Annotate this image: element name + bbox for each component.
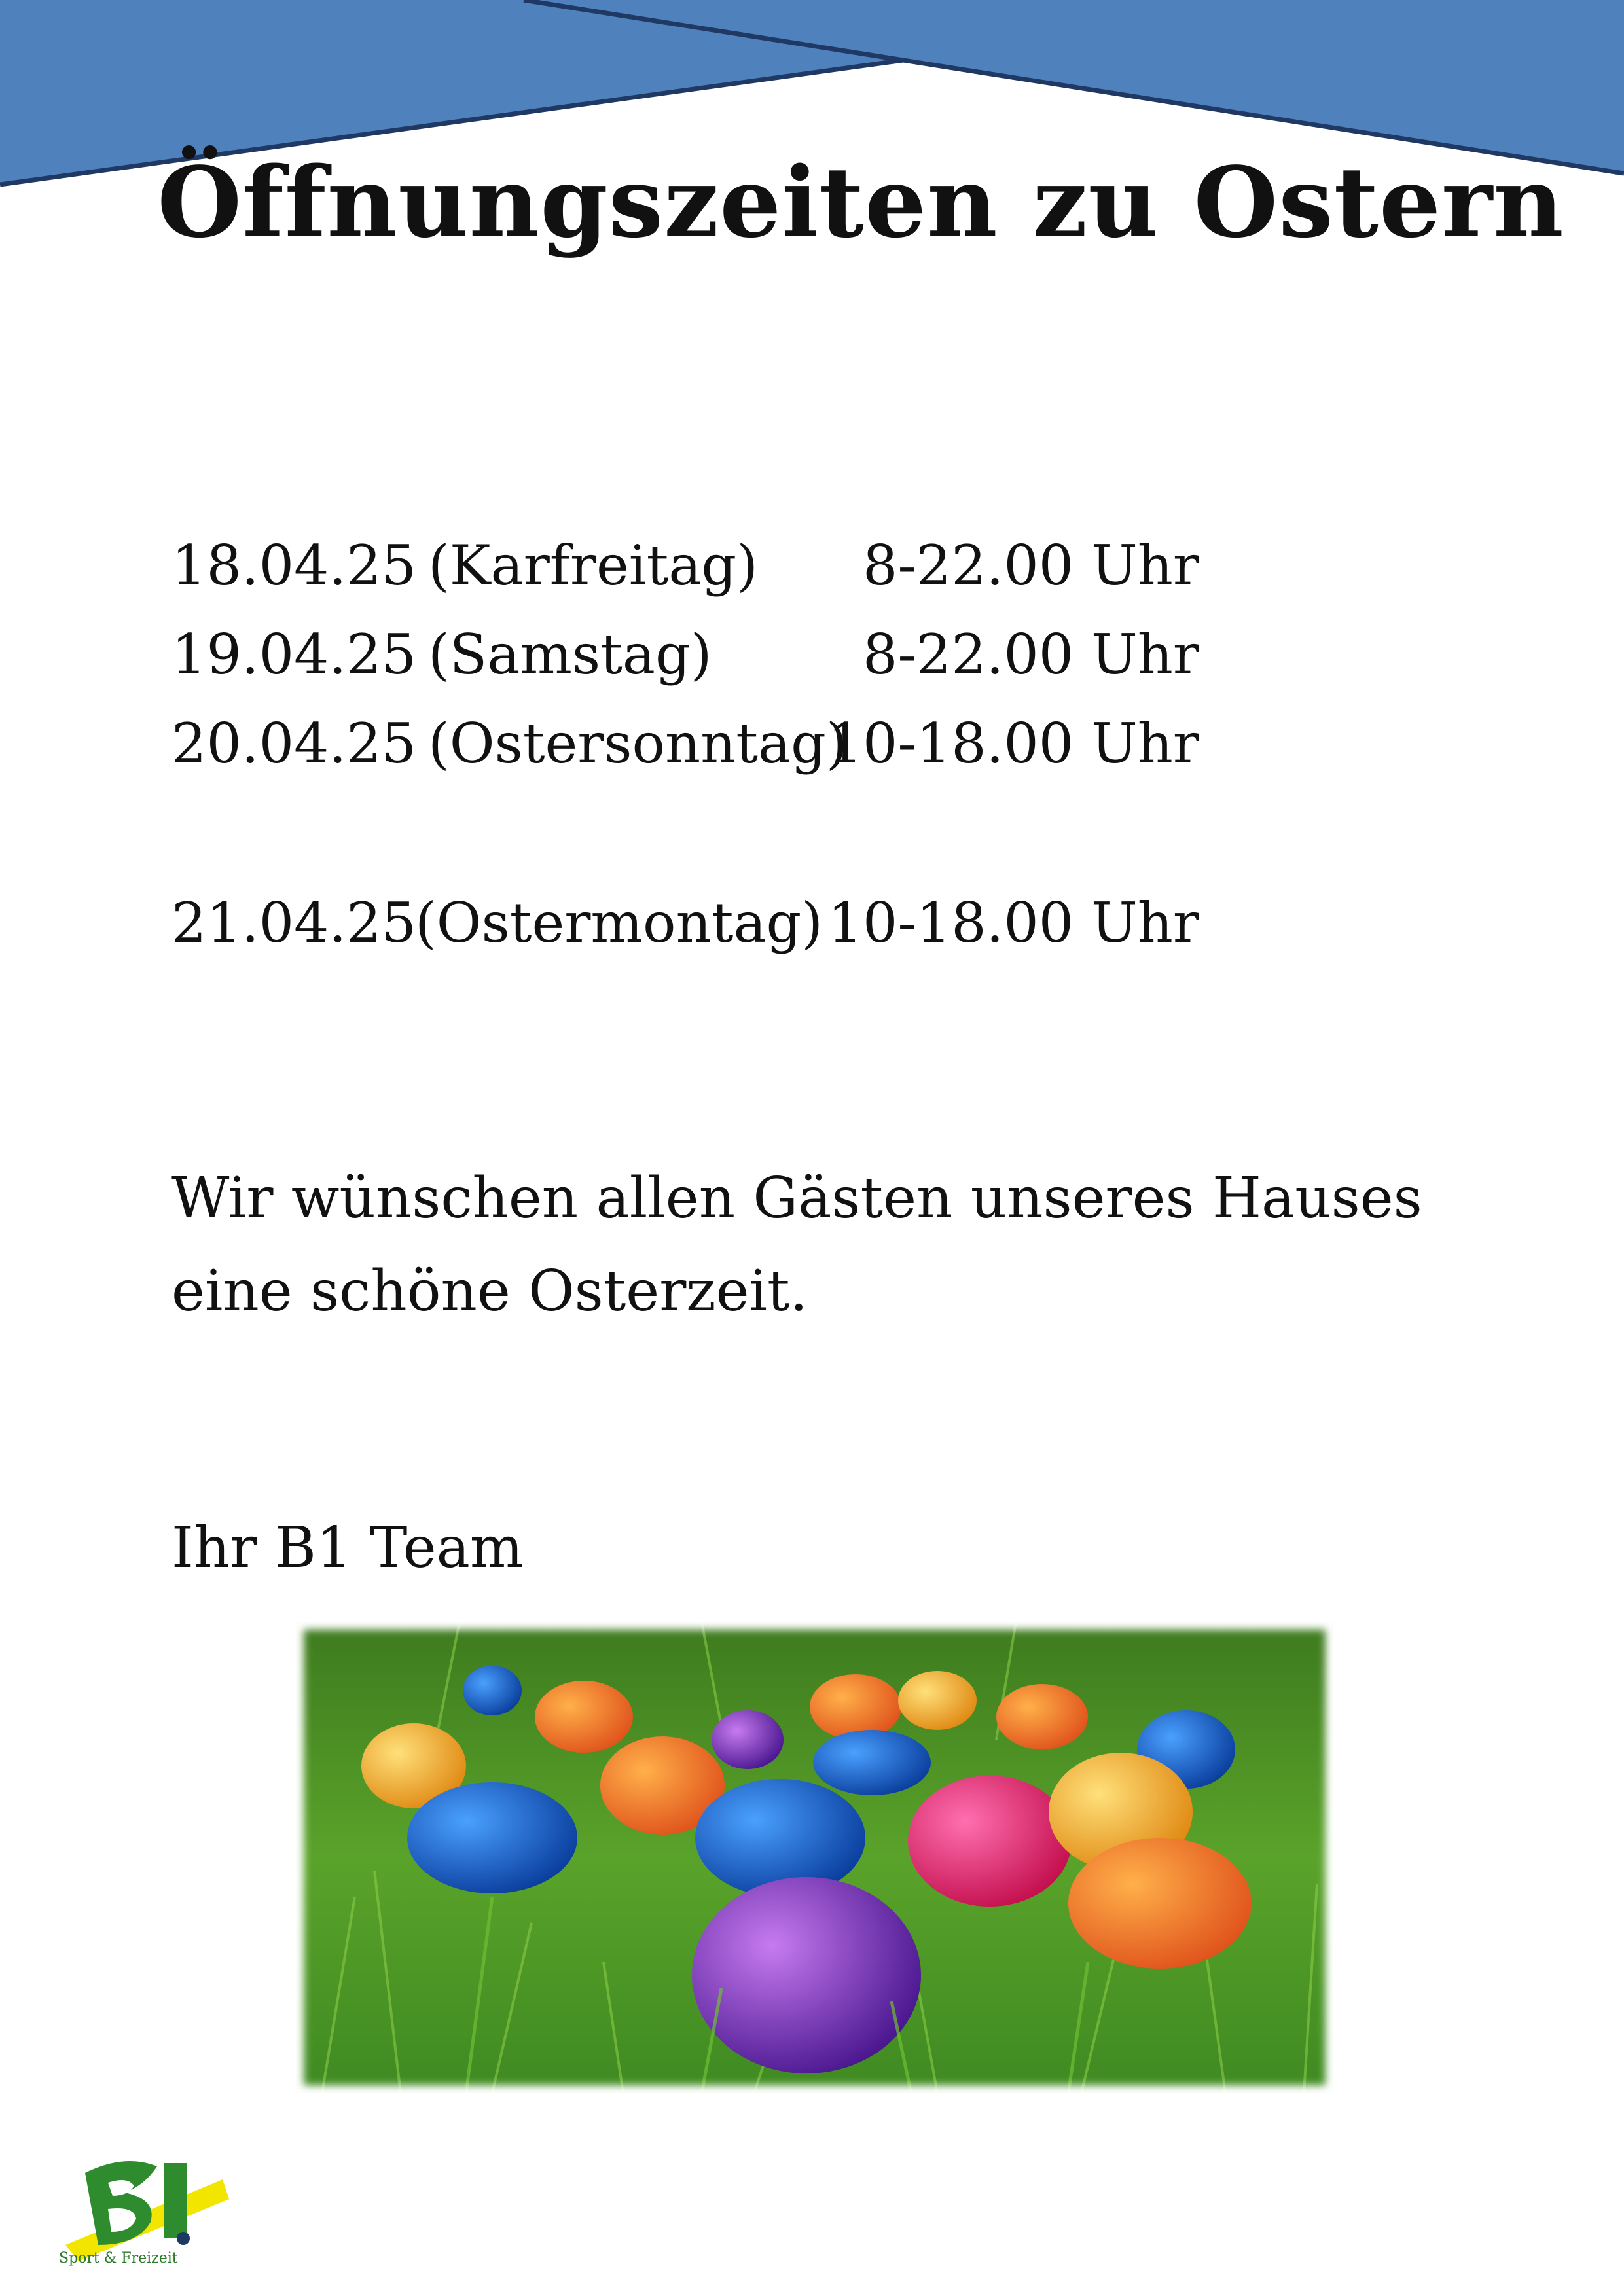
greeting-text: [171, 1152, 1422, 1338]
signature: Ihr B1 Team: [171, 1515, 524, 1581]
greeting-line-1: Wir wünschen allen Gästen unseres Hauses: [171, 1166, 1422, 1231]
schedule-time: 10-18.00 Uhr: [827, 711, 1199, 776]
page-title: Öffnungszeiten zu Ostern: [157, 145, 1564, 259]
schedule-time: 10-18.00 Uhr: [827, 891, 1199, 955]
logo-subtitle: Sport & Freizeit: [59, 2250, 178, 2267]
schedule-date: 19.04.25: [171, 622, 417, 687]
schedule-time: 8-22.00 Uhr: [862, 533, 1199, 598]
schedule-date: 18.04.25: [171, 533, 417, 598]
schedule-date: 20.04.25: [171, 711, 417, 776]
schedule-day: (Ostersonntag): [428, 711, 848, 776]
schedule-day: (Karfreitag): [428, 533, 758, 598]
easter-eggs-photo: [296, 1622, 1333, 2093]
schedule-day: (Ostermontag): [415, 891, 823, 955]
schedule-date: 21.04.25: [171, 891, 417, 955]
schedule-time: 8-22.00 Uhr: [862, 622, 1199, 687]
greeting-line-2: eine schöne Osterzeit.: [171, 1259, 808, 1324]
schedule-day: (Samstag): [428, 622, 712, 687]
